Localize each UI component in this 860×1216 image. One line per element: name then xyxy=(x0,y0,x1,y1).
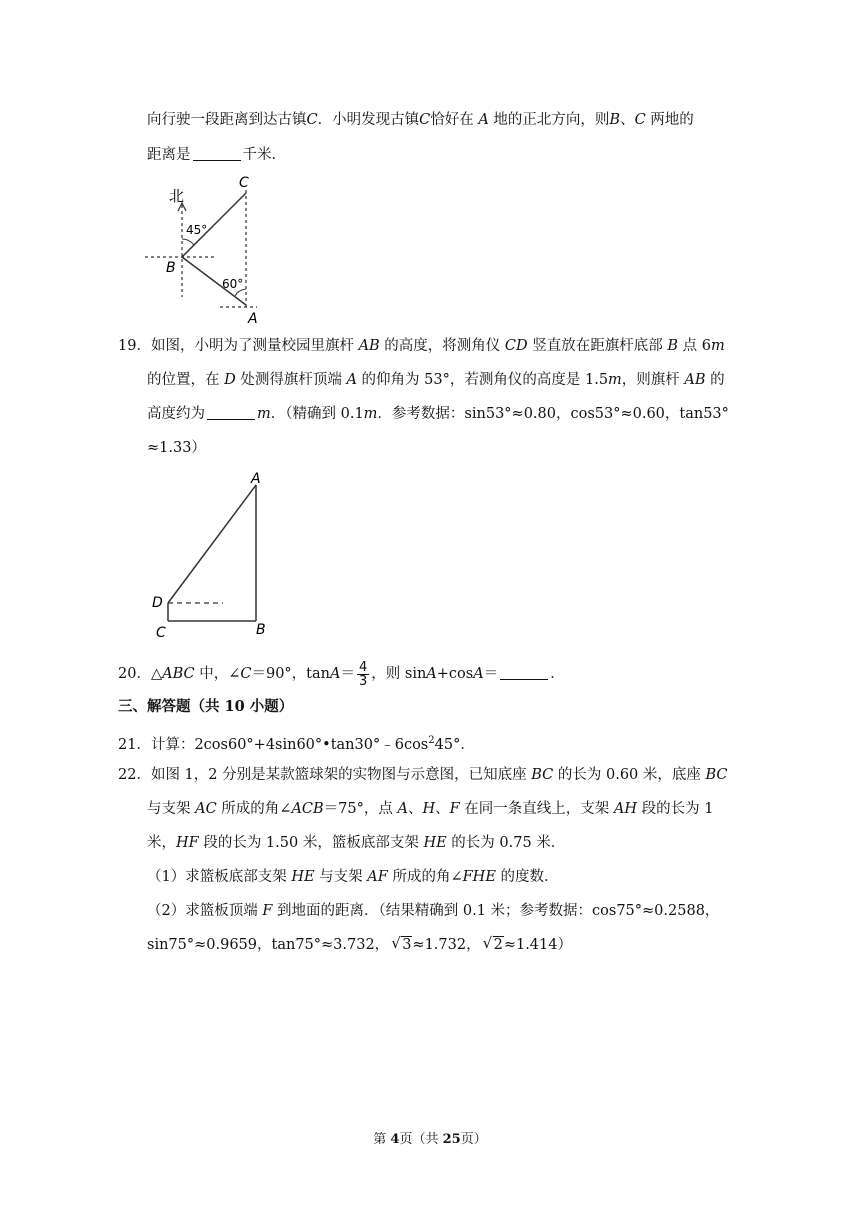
text: 在同一条直线上，支架 xyxy=(459,801,614,817)
text: 、 xyxy=(407,801,423,817)
var: C xyxy=(240,666,252,682)
text: 地的正北方向，则 xyxy=(493,112,610,128)
text: ．（精确到 0.1 xyxy=(270,406,364,422)
var: F xyxy=(449,801,460,817)
unit: m xyxy=(257,406,271,422)
text: 的位置，在 xyxy=(147,372,225,388)
q19-line-3 xyxy=(147,404,729,424)
text: 页） xyxy=(460,1132,487,1147)
text: ＝ xyxy=(483,666,499,682)
text: 向行驶一段距离到达古镇 xyxy=(147,112,307,128)
text: 米， xyxy=(147,835,176,851)
unit: m xyxy=(363,406,378,422)
text: 的长为 0.75 米． xyxy=(446,835,566,851)
q19-line-2 xyxy=(147,370,725,390)
var-c: C xyxy=(634,112,646,128)
point-c-label: C xyxy=(156,625,166,641)
var: A xyxy=(346,372,357,388)
radicand: 3 xyxy=(402,937,412,953)
var: FHE xyxy=(462,869,496,885)
text: ．小明发现古镇 xyxy=(317,112,420,128)
point-a-label: A xyxy=(248,311,258,325)
text: 距离是 xyxy=(147,147,191,163)
angle-45-label: 45° xyxy=(186,223,208,237)
text: 与支架 xyxy=(147,801,196,817)
var: D xyxy=(224,372,236,388)
denominator: 3 xyxy=(358,673,368,689)
text: +cos xyxy=(436,666,474,682)
var-c: C xyxy=(306,112,318,128)
north-label: 北 xyxy=(169,187,185,205)
text: ≈1.414） xyxy=(503,937,572,953)
q19-line-1 xyxy=(118,336,725,356)
q22-line-2 xyxy=(147,799,714,819)
text: 段的长为 1 xyxy=(637,801,714,817)
q21-line xyxy=(118,731,475,755)
text: 45°． xyxy=(434,736,475,753)
text: 、 xyxy=(435,801,450,817)
text: ，则 sin xyxy=(371,666,427,682)
fraction xyxy=(357,661,369,688)
var: AB xyxy=(358,338,380,354)
var: HF xyxy=(176,835,199,851)
text: 的高度，将测角仪 xyxy=(379,338,505,354)
answer-blank xyxy=(193,146,241,161)
text: 、 xyxy=(620,112,635,128)
q22-line-6 xyxy=(147,935,572,955)
var-a: A xyxy=(478,112,489,128)
text: 恰好在 xyxy=(430,112,474,128)
text: 的 xyxy=(705,372,725,388)
text: 19．如图，小明为了测量校园里旗杆 xyxy=(118,338,359,354)
q18-figure xyxy=(145,175,275,325)
var: A xyxy=(426,666,437,682)
point-b-label: B xyxy=(256,622,266,638)
var: F xyxy=(262,903,273,919)
var: AC xyxy=(195,801,217,817)
var: m xyxy=(710,338,725,354)
answer-blank xyxy=(207,405,255,420)
text: 与支架 xyxy=(314,869,368,885)
sqrt-2 xyxy=(483,935,504,955)
var: HE xyxy=(423,835,447,851)
text: 的长为 0.60 米，底座 xyxy=(553,767,706,783)
var: m xyxy=(608,372,622,388)
text: 段的长为 1.50 米，篮板底部支架 xyxy=(198,835,424,851)
var: CD xyxy=(504,338,528,354)
total-pages: 25 xyxy=(442,1132,461,1147)
answer-blank xyxy=(500,665,548,680)
text: ≈1.33） xyxy=(147,440,206,456)
var: ABC xyxy=(162,666,195,682)
q19-line-4 xyxy=(147,438,206,458)
text: 中，∠ xyxy=(194,666,241,682)
var: H xyxy=(422,801,436,817)
da-line xyxy=(168,485,256,603)
q18-line-2 xyxy=(147,145,286,165)
page-number: 4 xyxy=(390,1132,400,1147)
point-d-label: D xyxy=(152,595,163,611)
section-heading: 三、解答题（共 10 小题） xyxy=(118,698,294,715)
sqrt-3 xyxy=(391,935,412,955)
text: 千米． xyxy=(242,147,286,163)
radicand: 2 xyxy=(493,937,503,953)
var-c: C xyxy=(419,112,431,128)
var: HE xyxy=(291,869,315,885)
page-footer xyxy=(0,1128,860,1147)
text: 两地的 xyxy=(650,112,694,128)
superscript: 2 xyxy=(428,735,435,746)
text: 点 6 xyxy=(678,338,711,354)
var: BC xyxy=(705,767,728,783)
q18-line-1 xyxy=(147,110,694,130)
var: A xyxy=(473,666,484,682)
text: ． xyxy=(550,666,565,682)
q22-line-3 xyxy=(147,833,565,853)
angle-arc xyxy=(182,239,194,245)
text: 所成的角∠ xyxy=(387,869,463,885)
var: ACB xyxy=(291,801,324,817)
var: B xyxy=(667,338,679,354)
var: A xyxy=(330,666,341,682)
angle-60-label: 60° xyxy=(222,277,244,291)
text: （1）求篮板底部支架 xyxy=(147,869,292,885)
q20-line xyxy=(118,660,565,688)
q22-part-1 xyxy=(147,867,559,887)
text: ＝75°，点 xyxy=(323,801,398,817)
point-b-label: B xyxy=(166,260,176,276)
text: 页（共 xyxy=(399,1132,443,1147)
var: A xyxy=(397,801,408,817)
var: AH xyxy=(613,801,638,817)
var-b: B xyxy=(609,112,621,128)
text: ＝ xyxy=(340,666,355,682)
text: 的度数． xyxy=(495,869,559,885)
q19-figure xyxy=(148,468,288,643)
text: 处测得旗杆顶端 xyxy=(235,372,347,388)
text: （2）求篮板顶端 xyxy=(147,903,263,919)
var: AB xyxy=(684,372,706,388)
text: 22．如图 1，2 分别是某款篮球架的实物图与示意图，已知底座 xyxy=(118,767,532,783)
text: 20．△ xyxy=(118,666,163,682)
var: AF xyxy=(367,869,388,885)
point-a-label: A xyxy=(251,471,261,487)
q22-part-2 xyxy=(147,901,719,921)
text: ≈1.732， xyxy=(412,937,481,953)
point-c-label: C xyxy=(239,175,249,191)
text: ＝90°，tan xyxy=(251,666,330,682)
text: 高度约为 xyxy=(147,406,205,422)
text: 竖直放在距旗杆底部 xyxy=(527,338,668,354)
text: 21．计算：2cos60°+4sin60°•tan30°﹣6cos xyxy=(118,736,429,753)
q22-line-1 xyxy=(118,765,728,785)
text: sin75°≈0.9659，tan75°≈3.732， xyxy=(147,937,390,953)
text: ．参考数据：sin53°≈0.80，cos53°≈0.60，tan53° xyxy=(377,406,729,422)
text: 所成的角∠ xyxy=(216,801,292,817)
numerator: 4 xyxy=(358,659,368,675)
text: 第 xyxy=(373,1132,391,1147)
var: BC xyxy=(531,767,554,783)
text: ，则旗杆 xyxy=(621,372,685,388)
text: 到地面的距离．（结果精确到 0.1 米；参考数据：cos75°≈0.2588， xyxy=(272,903,720,919)
text: 的仰角为 53°，若测角仪的高度是 1.5 xyxy=(356,372,609,388)
